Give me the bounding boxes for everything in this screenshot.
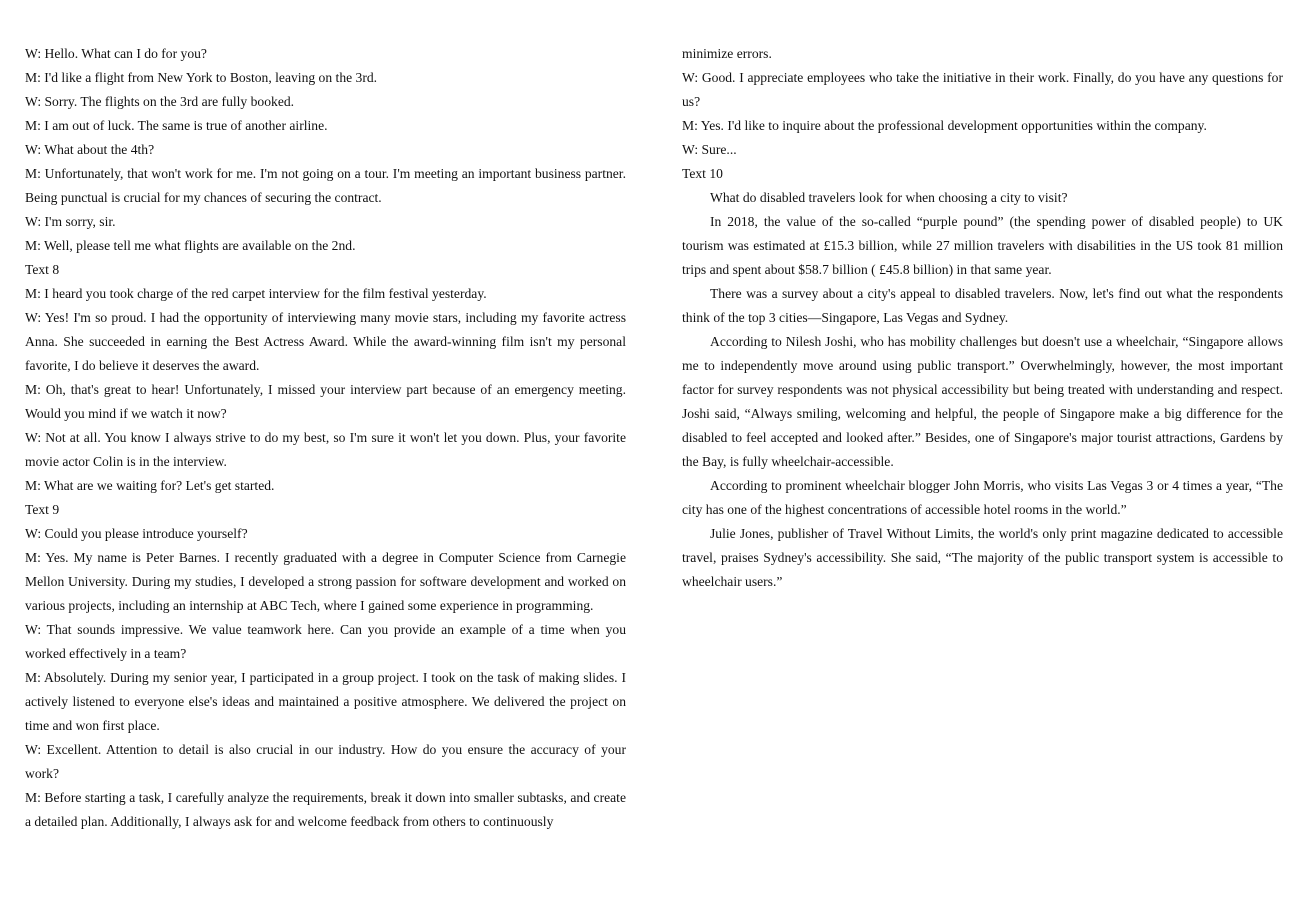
section-heading-text-8: Text 8 xyxy=(25,262,60,277)
dialogue-line: M: Absolutely. During my senior year, I participated in a group project. I took on the task of making slides. I actively listened to everyone else's ideas and maintained a positive atmosphere. We delivered the project on time and won first place. xyxy=(25,670,626,733)
dialogue-line: M: Well, please tell me what flights are available on the 2nd. xyxy=(25,238,356,253)
dialogue-line: M: Unfortunately, that won't work for me. I'm not going on a tour. I'm meeting an important business partner. Being punctual is crucial for my chances of securing the contract. xyxy=(25,166,626,205)
dialogue-line: M: Before starting a task, I carefully analyze the requirements, break it down into smaller subtasks, and create a detailed plan. Additionally, I always ask for and welcome feedback from others to continuously xyxy=(25,790,626,829)
dialogue-line: W: Yes! I'm so proud. I had the opportunity of interviewing many movie stars, including my favorite actress Anna. She succeeded in earning the Best Actress Award. While the award-winning film isn't my personal favorite, I do believe it deserves the award. xyxy=(25,310,626,373)
dialogue-line: W: Not at all. You know I always strive to do my best, so I'm sure it won't let you down. Plus, your favorite movie actor Colin is in the interview. xyxy=(25,430,626,469)
dialogue-line: W: Excellent. Attention to detail is also crucial in our industry. How do you ensure the accuracy of your work? xyxy=(25,742,626,781)
section-heading-text-9: Text 9 xyxy=(25,502,60,517)
passage-paragraph: There was a survey about a city's appeal to disabled travelers. Now, let's find out what the respondents think of the top 3 cities—Singapore, Las Vegas and Sydney. xyxy=(682,286,1283,325)
passage-paragraph: According to prominent wheelchair blogger John Morris, who visits Las Vegas 3 or 4 times a year, “The city has one of the highest concentrations of accessible hotel rooms in the world.” xyxy=(682,478,1283,517)
dialogue-line: W: What about the 4th? xyxy=(25,142,155,157)
dialogue-line: W: That sounds impressive. We value teamwork here. Can you provide an example of a time when you worked effectively in a team? xyxy=(25,622,626,661)
passage-paragraph: According to Nilesh Joshi, who has mobility challenges but doesn't use a wheelchair, “Singapore allows me to independently move around using public transport.” Overwhelmingly, however, the most important factor for survey respondents was not physical accessibility but being treated with understanding and respect. Joshi said, “Always smiling, welcoming and helpful, the people of Singapore make a big difference for the disabled to feel accepted and looked after.” Besides, one of Singapore's major tourist attractions, Gardens by the Bay, is fully wheelchair-accessible. xyxy=(682,334,1283,469)
passage-paragraph: Julie Jones, publisher of Travel Without Limits, the world's only print magazine dedicated to accessible travel, praises Sydney's accessibility. She said, “The majority of the public transport system is accessible to wheelchair users.” xyxy=(682,526,1283,589)
dialogue-line: W: Good. I appreciate employees who take the initiative in their work. Finally, do you have any questions for us? xyxy=(682,70,1283,109)
dialogue-line: W: I'm sorry, sir. xyxy=(25,214,116,229)
dialogue-line: M: I heard you took charge of the red carpet interview for the film festival yesterday. xyxy=(25,286,487,301)
dialogue-line: W: Sure... xyxy=(682,142,737,157)
dialogue-line: W: Sorry. The flights on the 3rd are fully booked. xyxy=(25,94,295,109)
dialogue-line: W: Hello. What can I do for you? xyxy=(25,46,207,61)
right-column xyxy=(682,42,1283,594)
dialogue-line: M: Oh, that's great to hear! Unfortunately, I missed your interview part because of an emergency meeting. Would you mind if we watch it now? xyxy=(25,382,626,421)
section-heading-text-10: Text 10 xyxy=(682,166,723,181)
dialogue-line: minimize errors. xyxy=(682,46,772,61)
dialogue-line: M: I'd like a flight from New York to Boston, leaving on the 3rd. xyxy=(25,70,378,85)
dialogue-line: M: What are we waiting for? Let's get started. xyxy=(25,478,275,493)
left-column xyxy=(25,42,626,834)
passage-paragraph: In 2018, the value of the so-called “purple pound” (the spending power of disabled people) to UK tourism was estimated at £15.3 billion, while 27 million travelers with disabilities in the US took 81 million trips and spent about $58.7 billion ( £45.8 billion) in that same year. xyxy=(682,214,1283,277)
dialogue-line: M: Yes. I'd like to inquire about the professional development opportunities within the company. xyxy=(682,118,1207,133)
dialogue-line: M: I am out of luck. The same is true of another airline. xyxy=(25,118,328,133)
dialogue-line: M: Yes. My name is Peter Barnes. I recently graduated with a degree in Computer Science from Carnegie Mellon University. During my studies, I developed a strong passion for software development and worked on various projects, including an internship at ABC Tech, where I gained some experience in programming. xyxy=(25,550,626,613)
dialogue-line: W: Could you please introduce yourself? xyxy=(25,526,248,541)
passage-paragraph: What do disabled travelers look for when choosing a city to visit? xyxy=(710,190,1068,205)
